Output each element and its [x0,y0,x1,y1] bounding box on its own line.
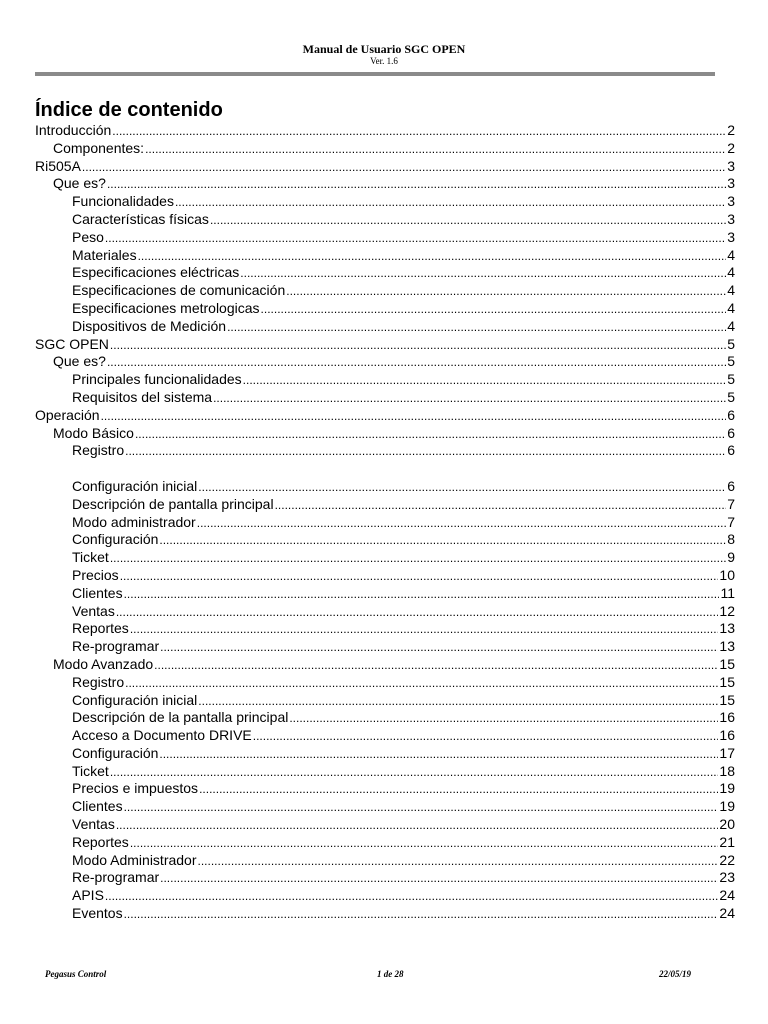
toc-dot-leader [110,336,726,354]
toc-entry-page: 21 [719,833,735,850]
toc-entry[interactable] [35,603,735,621]
toc-entry-title: Ventas [72,816,115,833]
toc-dot-leader [105,887,719,905]
toc-entry-page: 5 [727,335,735,352]
toc-entry[interactable] [35,709,735,727]
toc-entry-page: 3 [727,193,735,210]
toc-entry-title: Componentes: [53,139,145,156]
toc-entry[interactable] [35,353,735,371]
toc-dot-leader [125,674,718,692]
toc-dot-leader [160,638,718,656]
toc-entry[interactable] [35,780,735,798]
toc-entry-page: 13 [719,638,735,655]
toc-entry-page: 23 [719,869,735,886]
toc-entry-page: 10 [719,566,735,583]
toc-dot-leader [243,371,727,389]
toc-entry-page: 16 [719,727,735,744]
toc-entry[interactable] [35,763,735,781]
toc-entry-title: Registro [72,673,125,690]
toc-entry-page: 2 [727,139,735,156]
toc-entry-title: Precios e impuestos [72,780,199,797]
toc-entry[interactable] [35,425,735,443]
toc-entry-title: Registro [72,442,125,459]
toc-dot-leader [175,193,726,211]
toc-entry-title: Precios [72,566,119,583]
toc-entry-page: 19 [719,798,735,815]
toc-entry[interactable] [35,638,735,656]
toc-dot-leader [120,567,719,585]
toc-dot-leader [124,798,719,816]
toc-entry-title: Reportes [72,833,129,850]
toc-entry[interactable] [35,175,735,193]
toc-dot-leader [107,175,726,193]
footer-company: Pegasus Control [45,969,107,979]
toc-dot-leader [130,834,719,852]
toc-entry-title: Modo administrador [72,513,196,530]
toc-dot-leader [110,549,726,567]
toc-dot-leader [160,869,718,887]
toc-entry-page: 22 [719,851,735,868]
toc-entry[interactable] [35,887,735,905]
toc-entry-title: Reportes [72,620,129,637]
toc-entry-page: 12 [719,602,735,619]
toc-entry-title: Modo Básico [53,424,134,441]
toc-dot-leader [125,442,726,460]
toc-dot-leader [261,300,727,318]
toc-entry-page: 6 [727,424,735,441]
toc-entry[interactable] [35,140,735,158]
toc-entry-page: 2 [727,122,735,138]
toc-dot-leader [124,585,720,603]
toc-entry-page: 8 [727,531,735,548]
toc-dot-leader [199,780,718,798]
toc-entry[interactable] [35,282,735,300]
toc-entry[interactable] [35,727,735,745]
toc-entry-title: Ticket [72,762,109,779]
toc-entry[interactable] [35,158,735,176]
toc-entry-page: 5 [727,388,735,405]
toc-entry-title: Configuración inicial [72,691,198,708]
toc-entry-title: Requisitos del sistema [72,388,213,405]
toc-dot-leader [107,353,726,371]
toc-entry-title: Dispositivos de Medición [72,317,227,334]
toc-entry-page: 3 [727,175,735,192]
toc-entry-title: Introducción [35,122,112,138]
toc-entry[interactable] [35,585,735,603]
toc-entry-title: Que es? [53,175,106,192]
toc-entry-page: 7 [727,495,735,512]
toc-entry[interactable] [35,798,735,816]
toc-entry[interactable] [35,318,735,336]
toc-dot-leader [101,407,727,425]
toc-dot-leader [286,282,726,300]
table-of-contents [35,122,735,923]
toc-entry-title: Eventos [72,905,123,922]
toc-entry[interactable] [35,496,735,514]
toc-entry-page: 19 [719,780,735,797]
toc-entry[interactable] [35,193,735,211]
toc-dot-leader [138,247,727,265]
toc-entry[interactable] [35,549,735,567]
document-title: Manual de Usuario SGC OPEN [302,42,466,56]
toc-dot-leader [135,425,726,443]
toc-entry-page: 7 [727,513,735,530]
toc-entry-title: Materiales [72,246,137,263]
toc-entry-page: 9 [727,549,735,566]
toc-dot-leader [105,229,726,247]
toc-entry-page: 4 [727,299,735,316]
toc-entry[interactable] [35,442,735,460]
toc-entry[interactable] [35,905,735,923]
toc-entry-page: 5 [727,353,735,370]
toc-entry-page: 6 [727,406,735,423]
toc-entry-page: 4 [727,282,735,299]
toc-entry[interactable] [35,122,735,140]
toc-entry-title: APIS [72,887,104,904]
toc-dot-leader [82,158,726,176]
toc-entry[interactable] [35,745,735,763]
toc-entry-title: Descripción de pantalla principal [72,495,274,512]
toc-entry-page: 24 [719,905,735,922]
toc-entry-title: SGC OPEN [35,335,109,352]
toc-dot-leader [124,905,719,923]
toc-entry[interactable] [35,869,735,887]
toc-entry[interactable] [35,264,735,282]
toc-dot-leader [197,514,726,532]
toc-entry-title: Configuración [72,744,159,761]
toc-entry[interactable] [35,567,735,585]
toc-entry-title: Especificaciones eléctricas [72,264,240,281]
toc-entry-page: 3 [727,228,735,245]
toc-entry-page: 5 [727,371,735,388]
toc-dot-leader [210,211,726,229]
document-version: Ver. 1.6 [370,56,398,66]
toc-dot-leader [198,478,726,496]
toc-dot-leader [240,264,726,282]
toc-entry[interactable] [35,229,735,247]
toc-entry[interactable] [35,300,735,318]
document-header [0,42,768,67]
toc-entry-title: Principales funcionalidades [72,371,242,388]
toc-entry[interactable] [35,692,735,710]
toc-dot-leader [289,709,718,727]
toc-entry[interactable] [35,620,735,638]
toc-entry-page: 4 [727,317,735,334]
toc-dot-leader [275,496,727,514]
toc-entry-page: 4 [727,246,735,263]
toc-entry[interactable] [35,336,735,354]
toc-entry[interactable] [35,211,735,229]
toc-entry[interactable] [35,389,735,407]
toc-entry-title: Acceso a Documento DRIVE [72,727,252,744]
toc-dot-leader [159,745,718,763]
toc-entry[interactable] [35,531,735,549]
toc-entry-title: Que es? [53,353,106,370]
toc-entry-title: Configuración inicial [72,477,198,494]
toc-entry-title: Operación [35,406,100,423]
toc-entry-title: Ticket [72,549,109,566]
toc-entry-title: Peso [72,228,104,245]
toc-dot-leader [159,531,726,549]
toc-entry-page: 4 [727,264,735,281]
toc-dot-leader [130,620,719,638]
header-divider [35,72,715,76]
toc-entry-title: Especificaciones de comunicación [72,282,286,299]
toc-heading: Índice de contenido [35,99,223,121]
toc-entry-title: Clientes [72,798,123,815]
toc-entry-title: Configuración [72,531,159,548]
toc-dot-leader [116,816,719,834]
toc-entry-title: Re-programar [72,869,160,886]
toc-entry-page: 24 [719,887,735,904]
toc-entry-title: Especificaciones metrologicas [72,299,260,316]
toc-entry[interactable] [35,371,735,389]
toc-entry-title: Características físicas [72,210,209,227]
toc-entry-page: 13 [719,620,735,637]
footer-date: 22/05/19 [659,969,692,979]
toc-entry-page: 3 [727,210,735,227]
toc-entry-page: 17 [719,744,735,761]
toc-entry[interactable] [35,834,735,852]
toc-entry-page: 11 [720,584,735,601]
toc-dot-leader [112,122,726,140]
toc-entry-title: Modo Avanzado [53,655,154,672]
toc-entry-page: 3 [727,157,735,174]
toc-entry-page: 15 [719,655,735,672]
toc-entry[interactable] [35,247,735,265]
toc-entry[interactable] [35,407,735,425]
footer-page-indicator: 1 de 28 [377,969,404,979]
toc-dot-leader [154,656,718,674]
toc-dot-leader [227,318,726,336]
toc-entry-title: Funcionalidades [72,193,174,210]
toc-dot-leader [116,603,719,621]
toc-entry-title: Descripción de la pantalla principal [72,709,289,726]
toc-entry-page: 18 [719,762,735,779]
toc-dot-leader [253,727,719,745]
toc-entry[interactable] [35,816,735,834]
toc-entry-page: 6 [727,477,735,494]
toc-entry-page: 6 [727,442,735,459]
toc-entry-page: 16 [719,709,735,726]
toc-entry-title: Clientes [72,584,123,601]
toc-entry[interactable] [35,478,735,496]
toc-dot-leader [110,763,719,781]
toc-entry-title: Ri505A [35,157,81,174]
toc-dot-leader [145,140,726,158]
toc-entry-title: Ventas [72,602,115,619]
toc-entry[interactable] [35,514,735,532]
toc-entry[interactable] [35,852,735,870]
toc-entry-title: Modo Administrador [72,851,197,868]
toc-entry-page: 20 [719,816,735,833]
toc-entry-title: Re-programar [72,638,160,655]
toc-dot-leader [198,692,718,710]
toc-entry-page: 15 [719,673,735,690]
toc-dot-leader [198,852,719,870]
toc-dot-leader [213,389,726,407]
toc-entry-page: 15 [719,691,735,708]
toc-entry[interactable] [35,656,735,674]
toc-entry[interactable] [35,674,735,692]
